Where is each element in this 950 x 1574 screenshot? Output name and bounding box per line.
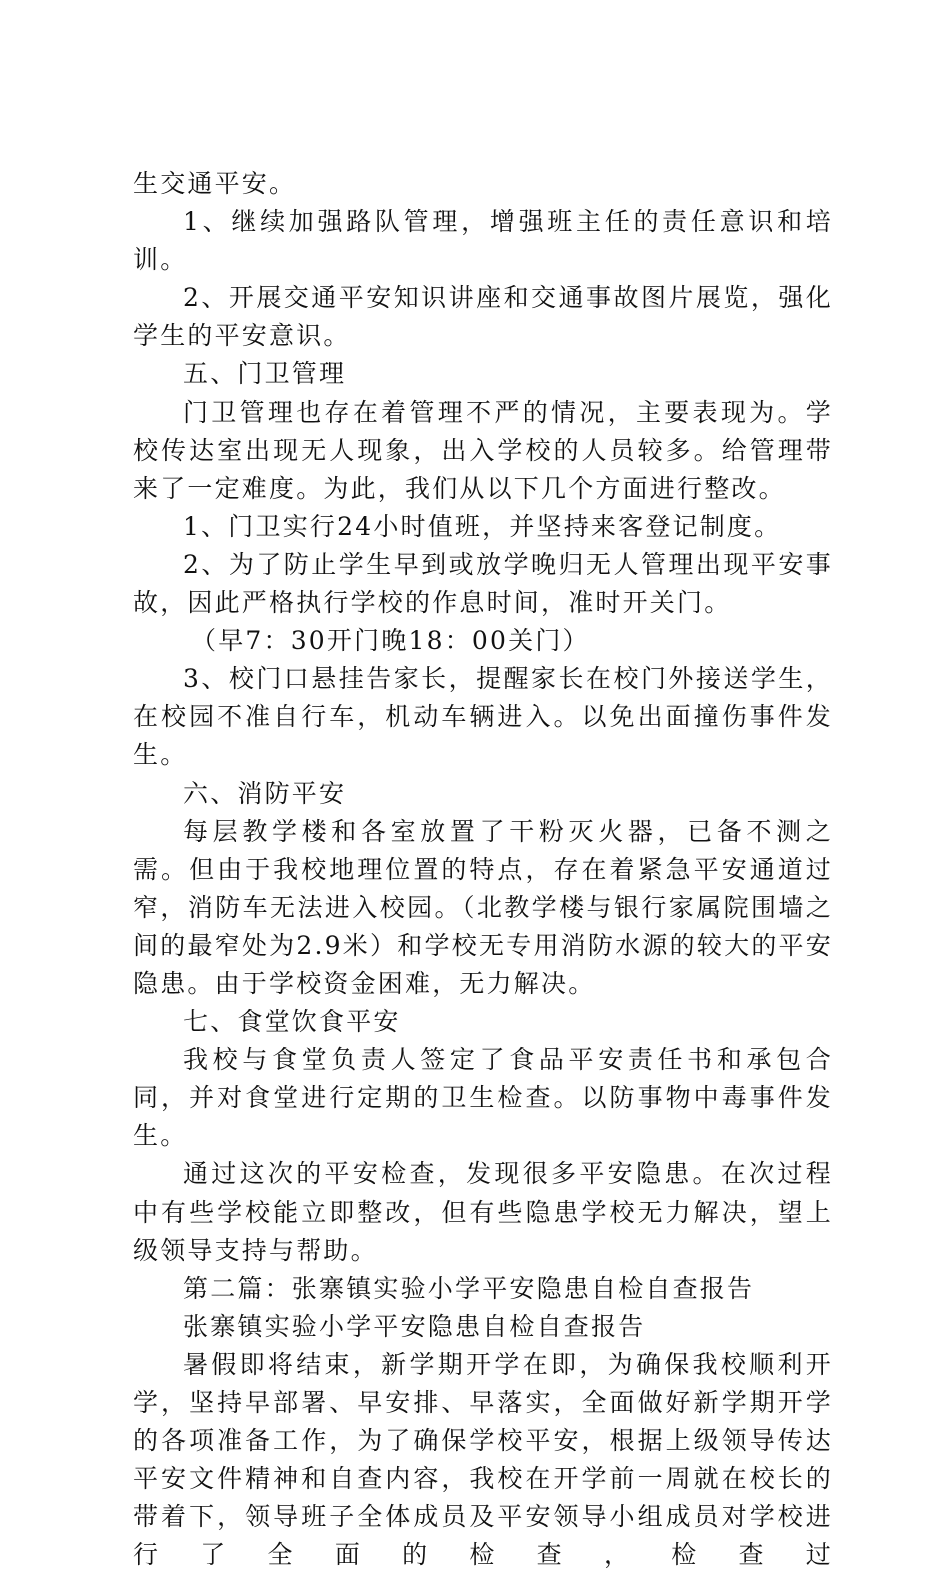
paragraph-canteen: 我校与食堂负责人签定了食品平安责任书和承包合同，并对食堂进行定期的卫生检查。以防事物中毒事件发生。 [133, 1045, 833, 1151]
list-item-gate-1: 1、门卫实行24小时值班，并坚持来客登记制度。 [183, 511, 782, 541]
list-item-gate-2: 2、为了防止学生早到或放学晚归无人管理出现平安事故，因此严格执行学校的作息时间，准时开关门。 [133, 549, 833, 618]
chapter-heading-part-two: 第二篇：张寨镇实验小学平安隐患自检自查报告 [183, 1273, 755, 1303]
list-item-traffic-1: 1、继续加强路队管理，增强班主任的责任意识和培训。 [133, 207, 833, 275]
gate-hours-note: （早7：30开门晚18：00关门） [191, 626, 590, 656]
paragraph-conclusion: 通过这次的平安检查，发现很多平安隐患。在次过程中有些学校能立即整改，但有些隐患学校无力解决，望上级领导支持与帮助。 [133, 1159, 833, 1265]
paragraph-continuation: 生交通平安。 [133, 169, 297, 198]
section-heading-gate: 五、门卫管理 [183, 359, 347, 389]
section-heading-canteen: 七、食堂饮食平安 [183, 1007, 401, 1037]
report-title: 张寨镇实验小学平安隐患自检自查报告 [183, 1311, 646, 1341]
list-item-traffic-2: 2、开展交通平安知识讲座和交通事故图片展览，强化学生的平安意识。 [133, 283, 833, 351]
paragraph-gate-issues: 门卫管理也存在着管理不严的情况，主要表现为。学校传达室出现无人现象，出入学校的人员较多。给管理带来了一定难度。为此，我们从以下几个方面进行整改。 [133, 397, 833, 503]
paragraph-report-intro: 暑假即将结束，新学期开学在即，为确保我校顺利开学，坚持早部署、早安排、早落实，全面做好新学期开学的各项准备工作，为了确保学校平安，根据上级领导传达平安文件精神和自查内容，我校在开学前一周就在校长的带着下，领导班子全体成员及平安领导小组成员对学校进行了全面的检查，检查过 [133, 1349, 833, 1570]
list-item-gate-3: 3、校门口悬挂告家长，提醒家长在校门外接送学生，在校园不准自行车，机动车辆进入。以免出面撞伤事件发生。 [133, 664, 833, 770]
section-heading-fire: 六、消防平安 [183, 778, 347, 808]
paragraph-fire-safety: 每层教学楼和各室放置了干粉灭火器，已备不测之需。但由于我校地理位置的特点，存在着紧急平安通道过窄，消防车无法进入校园。（北教学楼与银行家属院围墙之间的最窄处为2.9米）和学校无专用消防水源的较大的平安隐患。由于学校资金困难，无力解决。 [133, 816, 833, 998]
document-body [133, 165, 833, 1574]
